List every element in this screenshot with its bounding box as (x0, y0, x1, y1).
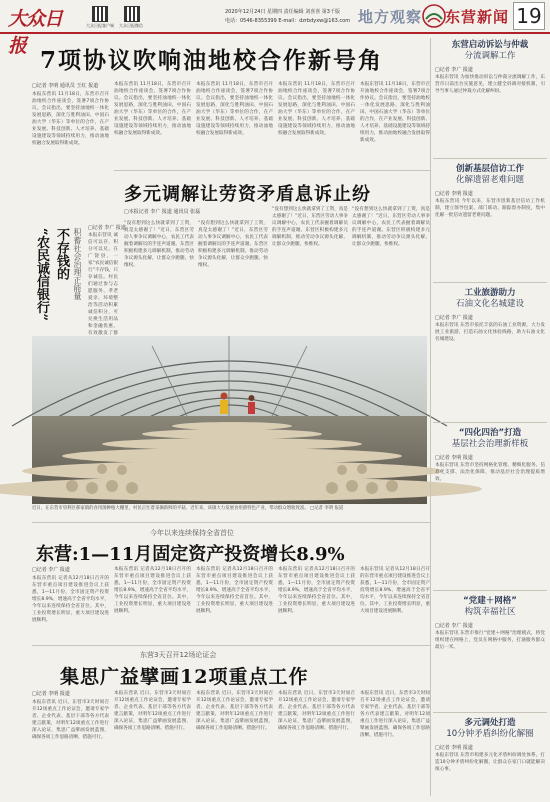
article4-body-col3: 本报东营讯 近日，东营市3天时间召开12场重点工作论证会，邀请专家学者、企业代表、基层干部等各方代表建言献策，对明年12项重点工作进行深入论证，集思广益擘画发展蓝图，确保各项工作思路清晰、措施可行。 (196, 691, 273, 731)
article2-byline: □本报记者 李广 报道 通讯员 张磊 (124, 209, 201, 215)
side-story-byline: □记者 李广 报道 (88, 225, 126, 231)
contact-line: 电话：0546-8355399 E-mail：dzrbdyxw@163.com (225, 18, 351, 24)
right-column (433, 36, 547, 796)
worker-figure-icon (220, 393, 228, 415)
brief-title: 东营启动诉讼与仲裁 (451, 40, 529, 50)
section-emblem-icon (420, 2, 448, 30)
brief-body: 本报东营讯 东营市依托丰富的石油工业资源，大力发展工业旅游，打造石油文化体验线路，助力石油文化名城建设。 (435, 323, 545, 342)
brief-headline (433, 596, 547, 618)
article2-body-col2: “没有想到这么快就拿到了工资，真是太感谢了！”近日，东营区劳动人事争议调解中心，农民工代表握着调解员的手连声道谢。东营区积极构建多元调解机制，推动劳动争议源头化解，让群众少跑腿、快维权。 (198, 221, 268, 268)
divider (433, 422, 547, 423)
article3-body-col3: 本报东营讯 记者从12月18日召开的东营市重点项目建设推进会议上获悉，1—11月份，全市固定资产投资增长8.9%，增速高于全省平均水平，今年以来连续保持全省首位。其中，工业投资增长明显，重大项目建设进展顺利。 (196, 567, 273, 614)
divider (433, 590, 547, 591)
qr2-label: 大众日报微信 (119, 23, 143, 28)
news-photo (32, 336, 427, 504)
brief-headline (433, 40, 547, 62)
divider (433, 282, 547, 283)
article2-headline: 多元调解让劳资矛盾息诉止纷 (124, 184, 371, 205)
article4-body-col5: 本报东营讯 近日，东营市3天时间召开12场重点工作论证会，邀请专家学者、企业代表、基层干部等各方代表建言献策，对明年12项重点工作进行深入论证，集思广益擘画发展蓝图，确保各项工作思路清晰、措施可行。 (360, 691, 430, 738)
qr-code-icon (92, 6, 108, 22)
side-story-title-line2: “农民诚信银行” (34, 228, 49, 321)
brief-byline: □记者 李明 报道 (435, 191, 473, 197)
article3-body-col1: 本报东营讯 记者从12月18日召开的东营市重点项目建设推进会议上获悉，1—11月份，全市固定资产投资增长8.9%，增速高于全省平均水平，今年以来连续保持全省首位。其中，工业投资增长明显，重大项目建设进展顺利。 (32, 576, 109, 623)
brief-subtitle: 石油文化名城建设 (455, 299, 524, 309)
side-story-title-line1: 不存钱的 (54, 228, 69, 280)
brief-title: 工业旅游助力 (464, 288, 516, 298)
article4-byline: □记者 李明 报道 (32, 691, 70, 697)
article2-body-col1: “没有想到这么快就拿到了工资，真是太感谢了！”近日，东营区劳动人事争议调解中心，农民工代表握着调解员的手连声道谢。东营区积极构建多元调解机制，推动劳动争议源头化解，让群众少跑腿、快维权。 (124, 221, 194, 268)
article3-body-col5: 本报东营讯 记者从12月18日召开的东营市重点项目建设推进会议上获悉，1—11月份，全市固定资产投资增长8.9%，增速高于全省平均水平，今年以来连续保持全省首位。其中，工业投资增长明显，重大项目建设进展顺利。 (360, 567, 430, 614)
brief-byline: □记者 李广 报道 (435, 67, 473, 73)
article1-headline: 7项协议吹响油地校合作新号角 (40, 47, 384, 74)
divider (433, 712, 547, 713)
worker-figure-icon (248, 395, 255, 414)
brief-body: 本报东营讯 东营市推行“党建＋网格”治理模式，将党组织建在网格上，党员在网格中服务，打通服务群众最后一米。 (435, 631, 545, 650)
brief-subtitle: 分流调解工作 (464, 51, 516, 61)
page-number: 19 (513, 2, 545, 30)
brief-body: 本报东营讯 今年以来，东营市创新基层信访工作机制，建立领导包案、部门联动、跟踪督办制度，集中化解一批信访遗留老难问题。 (435, 199, 545, 218)
brief-headline (433, 164, 547, 186)
article2-body-col4: “没有想到这么快就拿到了工资，真是太感谢了！”近日，东营区劳动人事争议调解中心，农民工代表握着调解员的手连声道谢。东营区积极构建多元调解机制，推动劳动争议源头化解，让群众少跑腿、快维权。 (352, 207, 430, 247)
article1-body-col3: 本报东营讯 11月18日，东营市召开油地校合作座谈会，签署7项合作协议。会议指出，要坚持油地校一体化发展思路，深化与胜利油田、中国石油大学（华东）等单位的合作，在产业发展、科技创新、人才培养、基础设施建设等领域持续用力，推动油地校融合发展取得新成效。 (196, 82, 273, 136)
brief-body: 本报东营讯 为加快推动诉讼与仲裁分流调解工作，东营市日前出台实施意见，建立健全诉调对接机制，引导当事人通过仲裁方式化解纠纷。 (435, 75, 545, 94)
date-line: 2020年12月24日 星期四 责任编辑 刘喜喜 第3千版 (225, 9, 340, 15)
side-story-body-a: 本报东营讯 诚信可以存，积分可以兑。在广饶县，一家“农民诚信银行”不存钱，只存诚信。村民们通过参与志愿服务、孝老爱亲、环境整治等活动积累诚信积分，可兑换生活用品和金融优惠，有效激发了群 (88, 233, 118, 336)
brief-title: 多元调处打造 (464, 718, 516, 728)
article3-body-col4: 本报东营讯 记者从12月18日召开的东营市重点项目建设推进会议上获悉，1—11月份，全市固定资产投资增长8.9%，增速高于全省平均水平，今年以来连续保持全省首位。其中，工业投资增长明显，重大项目建设进展顺利。 (278, 567, 355, 614)
divider (32, 522, 430, 523)
brief-title: “党建＋网格” (463, 596, 517, 606)
article4-body-col4: 本报东营讯 近日，东营市3天时间召开12场重点工作论证会，邀请专家学者、企业代表、基层干部等各方代表建言献策，对明年12项重点工作进行深入论证，集思广益擘画发展蓝图，确保各项工作思路清晰、措施可行。 (278, 691, 355, 731)
qr-code-icon (124, 6, 140, 22)
article1-byline: □记者 李明 通讯员 王红 报道 (32, 83, 99, 89)
brief-subtitle: 10分钟矛盾纠纷化解圈 (446, 729, 534, 739)
section-main-name: 东营新闻 (445, 8, 510, 26)
brief-subtitle: 构筑幸福社区 (464, 607, 516, 617)
brief-headline (433, 428, 547, 450)
brief-title: 创新基层信访工作 (455, 164, 524, 174)
logo-text: 大众日报 (8, 8, 63, 57)
section-name: 地方观察 (358, 8, 423, 26)
brief-byline: □记者 李明 报道 (435, 455, 473, 461)
divider (32, 645, 430, 646)
brief-subtitle: 基层社会治理新样板 (451, 439, 529, 449)
brief-byline: □记者 李广 报道 (435, 315, 473, 321)
article1-body-col5: 本报东营讯 11月18日，东营市召开油地校合作座谈会，签署7项合作协议。会议指出，要坚持油地校一体化发展思路，深化与胜利油田、中国石油大学（华东）等单位的合作，在产业发展、科技创新、人才培养、基础设施建设等领域持续用力，推动油地校融合发展取得新成效。 (360, 82, 430, 143)
article3-headline: 东营:1—11月固定资产投资增长8.9% (36, 544, 345, 565)
mushroom-greenhouse-image (32, 336, 427, 504)
photo-caption: 近日，在东营市垦利区郝家镇的食用菌种植大棚里，村民正忙着采摘新鲜的平菇。近年来，该镇大力发展食用菌特色产业，带动群众增收致富。 □记者 李明 报道 (32, 506, 344, 511)
article4-headline: 集思广益擘画12项重点工作 (60, 666, 309, 688)
brief-subtitle: 化解遗留老难问题 (455, 175, 524, 185)
brief-title: “四化四治”打造 (458, 428, 522, 438)
qr1-label: 大众日报客户端 (86, 23, 114, 28)
side-story-subtitle: 积蓄社会治理正能量 (73, 228, 82, 300)
brief-body: 本报东营讯 东营市坚持网格化管理、精细化服务、信息化支撑、法治化保障，推动基层社会治理提质增效。 (435, 463, 545, 482)
newspaper-logo (8, 4, 76, 57)
brief-headline (433, 288, 547, 310)
column-divider (430, 38, 431, 796)
article3-body-col2: 本报东营讯 记者从12月18日召开的东营市重点项目建设推进会议上获悉，1—11月份，全市固定资产投资增长8.9%，增速高于全省平均水平，今年以来连续保持全省首位。其中，工业投资增长明显，重大项目建设进展顺利。 (114, 567, 191, 614)
divider (433, 158, 547, 159)
brief-byline: □记者 李明 报道 (435, 745, 473, 751)
brief-headline (433, 718, 547, 740)
article1-body-col4: 本报东营讯 11月18日，东营市召开油地校合作座谈会，签署7项合作协议。会议指出，要坚持油地校一体化发展思路，深化与胜利油田、中国石油大学（华东）等单位的合作，在产业发展、科技创新、人才培养、基础设施建设等领域持续用力，推动油地校融合发展取得新成效。 (278, 82, 355, 136)
article2-body-col3: “没有想到这么快就拿到了工资，真是太感谢了！”近日，东营区劳动人事争议调解中心，农民工代表握着调解员的手连声道谢。东营区积极构建多元调解机制，推动劳动争议源头化解，让群众少跑腿、快维权。 (272, 207, 348, 247)
article3-byline: □记者 李广 报道 (32, 567, 70, 573)
article4-body-col2: 本报东营讯 近日，东营市3天时间召开12场重点工作论证会，邀请专家学者、企业代表、基层干部等各方代表建言献策，对明年12项重点工作进行深入论证，集思广益擘画发展蓝图，确保各项工作思路清晰、措施可行。 (114, 691, 191, 731)
brief-body: 本报东营讯 东营市构建多元化矛盾纠纷调处体系，打造10分钟矛盾纠纷化解圈，让群众在家门口就能解决烦心事。 (435, 753, 545, 772)
article3-kicker: 今年以来连续保持全省首位 (150, 529, 234, 537)
divider (114, 170, 430, 171)
brief-byline: □记者 李广 报道 (435, 623, 473, 629)
article1-body-col2: 本报东营讯 11月18日，东营市召开油地校合作座谈会，签署7项合作协议。会议指出，要坚持油地校一体化发展思路，深化与胜利油田、中国石油大学（华东）等单位的合作，在产业发展、科技创新、人才培养、基础设施建设等领域持续用力，推动油地校融合发展取得新成效。 (114, 82, 191, 136)
article4-body-col1: 本报东营讯 近日，东营市3天时间召开12场重点工作论证会，邀请专家学者、企业代表、基层干部等各方代表建言献策，对明年12项重点工作进行深入论证，集思广益擘画发展蓝图，确保各项工作思路清晰、措施可行。 (32, 700, 109, 740)
article1-body-col1: 本报东营讯 11月18日，东营市召开油地校合作座谈会，签署7项合作协议。会议指出，要坚持油地校一体化发展思路，深化与胜利油田、中国石油大学（华东）等单位的合作，在产业发展、科技创新、人才培养、基础设施建设等领域持续用力，推动油地校融合发展取得新成效。 (32, 92, 109, 146)
article4-kicker: 东营3天召开12场论证会 (140, 651, 217, 659)
